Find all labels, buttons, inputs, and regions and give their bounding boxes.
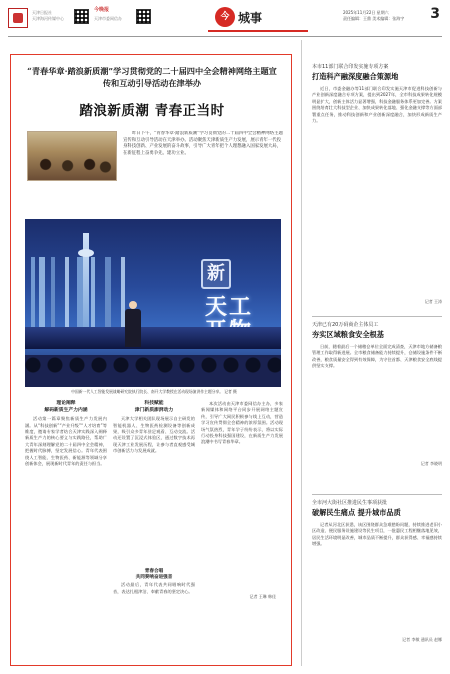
editor-text: 责任编辑：王鼎 美术编辑：张海宇 (343, 16, 405, 21)
story-2-author: 记者 李晓明 (420, 461, 442, 466)
feature-article (10, 54, 292, 666)
feature-lede: 昨日下午，“青春华章·踏浪新质潮”学习贯彻党的二十届四中全会精神网络主题宣传和互动引导活动在天津举办。活动聚焦天津新质生产力发展，展示青年一代投身科技创新、产业发展的奋斗故事，引导广大青年把个人理想融入国家发展大局，在新征程上奋勇争先、建功立业。 (123, 131, 283, 156)
section-title: 城事 (238, 11, 263, 25)
group-photo (27, 131, 117, 181)
qr-code-icon (74, 9, 89, 24)
story-divider (312, 316, 442, 317)
event-stage-photo (25, 219, 281, 387)
date-text: 2025年11月22日 星期六 (343, 10, 389, 15)
story-2-kicker: 天津已有20万码商企主体员工 (312, 322, 379, 328)
header-divider (8, 36, 442, 37)
story-3-text: 记者从河北区获悉，该区围绕群众急难愁盼问题，持续推进老旧小区改造、便民服务设施建设等民生项目，一批惠民工程相继落地见效，居民生活环境明显改善，城市品质不断提升，群众获得感、幸福感持续增强。 (312, 522, 442, 547)
column-divider (301, 40, 302, 666)
body-column-1 (25, 401, 107, 659)
photo-figures (28, 154, 116, 180)
feature-byline: 记者 王琳 韩佳 (249, 594, 276, 599)
column-3-text: 本次活动由天津市委网信办主办，多家新闻媒体和网络平台同步开展网络主题宣传，引导广大网民积极参与线上互动，营造学习宣传贯彻全会精神的浓厚氛围。活动现场气氛热烈，青年学子纷纷表示，将以实际行动投身科技强国建设，在新质生产力发展浪潮中书写青春华章。 (201, 401, 283, 445)
org-line-2: 天津海河传媒中心 (32, 16, 64, 21)
brand-name: 今晚报 (94, 7, 110, 13)
story-1-kicker: 本市11部门联合印发实施专项方案 (312, 64, 389, 70)
stage-platform (25, 327, 281, 349)
org-line-1: 天津日报社 (32, 10, 52, 15)
story-3-kicker: 全市河大街社区推进民生事项获批 (312, 500, 388, 506)
story-3 (312, 500, 442, 643)
story-divider (312, 494, 442, 495)
column-2-subhead: 科技赋能 津门新质澎湃动力 (134, 401, 174, 413)
screen-title: 天工 (205, 294, 254, 320)
column-1-subhead: 理论阐释 解码新质生产力内涵 (44, 401, 88, 413)
body-column-3 (201, 401, 283, 659)
page-number: 3 (430, 6, 440, 22)
body-column-2 (113, 401, 195, 659)
column-2-text: 天津大学相关团队现场展示自主研发的智能机器人、生物医药检测设备等创新成果，吸引众多青年驻足观看、互动交流。活动还设置了沉浸式体验区，通过数字技术再现天津工业发展历程，让参与者直观感受城市创新活力与发展成就。 (113, 416, 195, 454)
section-badge: 今 (215, 7, 235, 27)
brand-sub: 天津市委网信办 (94, 16, 122, 21)
feature-headline: 踏浪新质潮 青春正当时 (79, 103, 225, 119)
story-2-headline: 夯实区域粮食安全根基 (312, 330, 384, 339)
story-3-author: 记者 李敏 通讯员 赵娜 (402, 637, 442, 642)
story-2 (312, 322, 442, 467)
story-1-author: 记者 王涛 (424, 299, 442, 304)
story-1-text: 近日，市委金融办等11部门联合印发实施天津市促进科技创新与产业创新深度融合专项方案，提出到2027年，全市科技成果转化规模明显扩大，创新主体活力显著增强，科技金融服务体系更加完善。方案围绕培育壮大科技型企业、加快成果转化落地、强化金融支撑等方面部署重点任务，推动科技创新和产业创新深度融合，加快形成新质生产力。 (312, 86, 442, 124)
feature-kicker: “青春华章·踏浪新质潮”学习贯彻党的二十届四中全会精神网络主题宣传和互动引导活动在津举办 (27, 66, 277, 88)
section-bar (208, 30, 308, 32)
masthead (8, 6, 442, 36)
story-1 (312, 64, 442, 305)
qr-code-icon (136, 9, 151, 24)
story-2-text: 日前，随着最后一个储粮仓单位全面完成清查，天津市地方储备粮管理工作取得新进展。全市粮食储备能力持续提升，仓储设施条件不断改善，粮食质量安全得到有效保障，为守住首都、天津粮食安全底线提供坚实支撑。 (312, 344, 442, 369)
feature-body (25, 401, 283, 659)
audience-silhouettes (25, 355, 281, 387)
photo-caption: 中国新一代人工智能发展战略研究院执行院长、南开大学教授在活动现场演讲作主题分享。 记者 摄 (71, 389, 237, 394)
date-line (343, 10, 404, 22)
city-skyline-graphic (25, 257, 175, 327)
story-3-headline: 破解民生痛点 提升城市品质 (312, 508, 401, 517)
screen-badge: 新 (201, 259, 231, 289)
column-1-text: 活动第一篇章聚焦新质生产力发展内涵。从“科技创新”“产业升级”“人才培育”等维度，邀请专家学者结合天津实践深入阐释新质生产力的核心要义与实践路径，帮助广大青年深刻理解党的二十届四中全会精神，把握时代脉搏，坚定发展信心。青年代表围绕人工智能、生物医药、新能源等领域分享创新体会，展现新时代青年的责任与担当。 (25, 416, 107, 467)
column-2-text-b: 活动最后，青年代表共同唱响时代强音，表达扎根津沽、奉献青春的坚定决心。 (113, 582, 195, 594)
story-1-headline: 打造科产融深度融合策源地 (312, 72, 399, 81)
column-2-subhead-b: 青春合唱 共同奏响奋进强音 (135, 569, 173, 581)
newspaper-logo-icon (8, 8, 28, 28)
speaker-figure (125, 301, 141, 347)
tv-tower-graphic (83, 233, 89, 329)
